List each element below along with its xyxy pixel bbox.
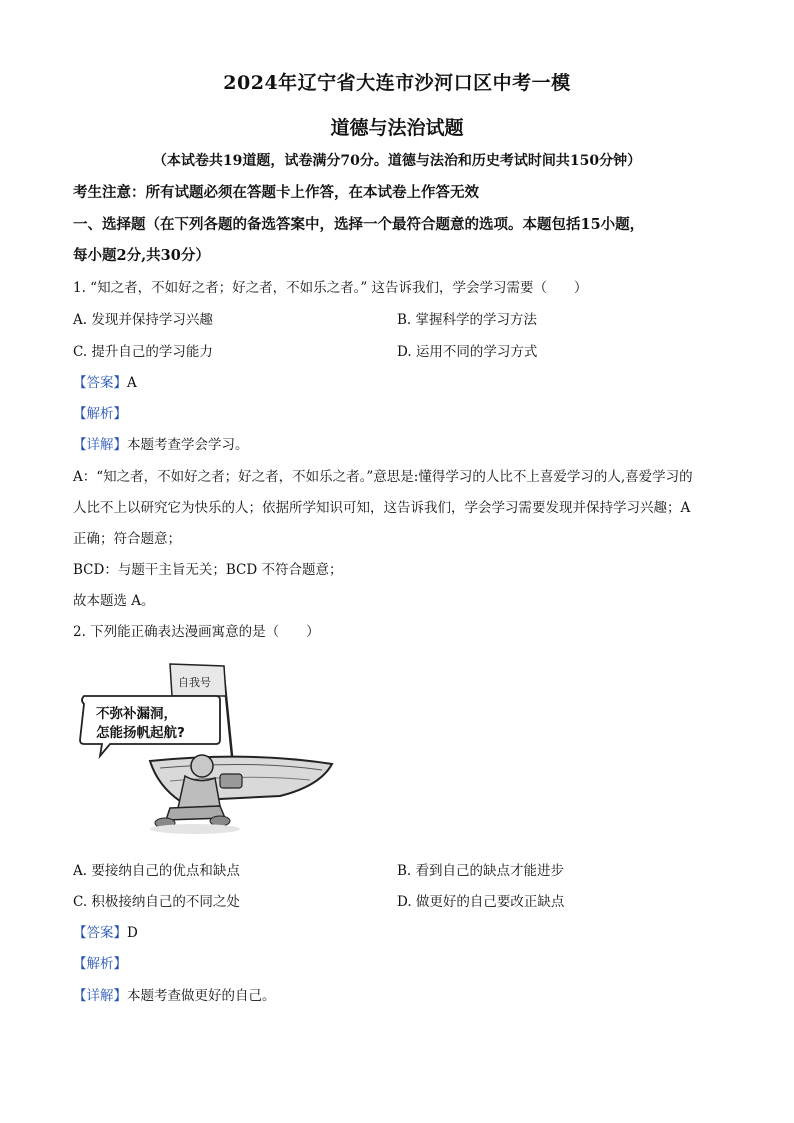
analysis-tag: 【解析】 xyxy=(73,956,127,972)
q2-detail xyxy=(73,984,276,1004)
q1-detail xyxy=(73,433,249,453)
tool-bag xyxy=(220,774,242,788)
q2-option-d: D. 做更好的自己要改正缺点 xyxy=(397,894,565,910)
bubble-line1: 不弥补漏洞， xyxy=(96,706,177,722)
q2-analysis xyxy=(73,952,127,972)
q2-answer xyxy=(73,921,138,941)
q1-conclusion: 故本题选 A。 xyxy=(73,593,155,609)
detail-text: 本题考查做更好的自己。 xyxy=(127,988,276,1004)
analysis-tag: 【解析】 xyxy=(73,406,127,422)
section-heading-line2: 每小题2分,共30分） xyxy=(73,247,210,264)
detail-tag: 【详解】 xyxy=(73,437,127,453)
answer-value: A xyxy=(127,375,137,391)
boy-head xyxy=(191,755,213,777)
q1-option-b: B. 掌握科学的学习方法 xyxy=(397,312,538,328)
flag-text: 自我号 xyxy=(178,676,211,689)
q2-stem: 2. 下列能正确表达漫画寓意的是（ ） xyxy=(73,624,320,640)
q1-answer xyxy=(73,371,137,391)
section-heading-line1: 一、选择题（在下列各题的备选答案中，选择一个最符合题意的选项。本题包括15小题， xyxy=(73,216,645,233)
exam-subtitle: 道德与法治试题 xyxy=(330,117,464,139)
answer-tag: 【答案】 xyxy=(73,925,127,941)
q2-option-c: C. 积极接纳自己的不同之处 xyxy=(73,894,240,910)
q2-option-a: A. 要接纳自己的优点和缺点 xyxy=(73,863,240,879)
bubble-line2: 怎能扬帆起航? xyxy=(96,725,185,741)
q2-option-b: B. 看到自己的缺点才能进步 xyxy=(397,863,565,879)
answer-value: D xyxy=(127,925,138,941)
q1-option-a: A. 发现并保持学习兴趣 xyxy=(73,312,213,328)
answer-tag: 【答案】 xyxy=(73,375,127,391)
ground-shadow xyxy=(150,824,240,834)
q1-explain-line1: A：“知之者，不如好之者；好之者，不如乐之者。”意思是:懂得学习的人比不上喜爱学习的人,喜爱学习的 xyxy=(73,469,693,485)
detail-tag: 【详解】 xyxy=(73,988,127,1004)
q1-option-d: D. 运用不同的学习方式 xyxy=(397,344,538,360)
q1-option-c: C. 提升自己的学习能力 xyxy=(73,344,213,360)
q1-stem: 1. “知之者，不如好之者；好之者，不如乐之者。” 这告诉我们，学会学习需要（ ） xyxy=(73,280,588,296)
boy-body xyxy=(178,776,220,808)
q1-analysis xyxy=(73,402,127,422)
q1-explain-line4: BCD：与题干主旨无关；BCD 不符合题意； xyxy=(73,562,343,578)
exam-title: 2024年辽宁省大连市沙河口区中考一模 xyxy=(223,72,571,94)
detail-text: 本题考查学会学习。 xyxy=(127,437,249,453)
comic-illustration xyxy=(70,656,350,846)
candidate-notice: 考生注意：所有试题必须在答题卡上作答，在本试卷上作答无效 xyxy=(73,184,479,201)
q1-explain-line3: 正确；符合题意； xyxy=(73,531,181,547)
q1-explain-line2: 人比不上以研究它为快乐的人；依据所学知识可知，这告诉我们，学会学习需要发现并保持学习兴趣；A xyxy=(73,500,691,516)
exam-note: （本试卷共19道题，试卷满分70分。道德与法治和历史考试时间共150分钟） xyxy=(152,153,642,169)
